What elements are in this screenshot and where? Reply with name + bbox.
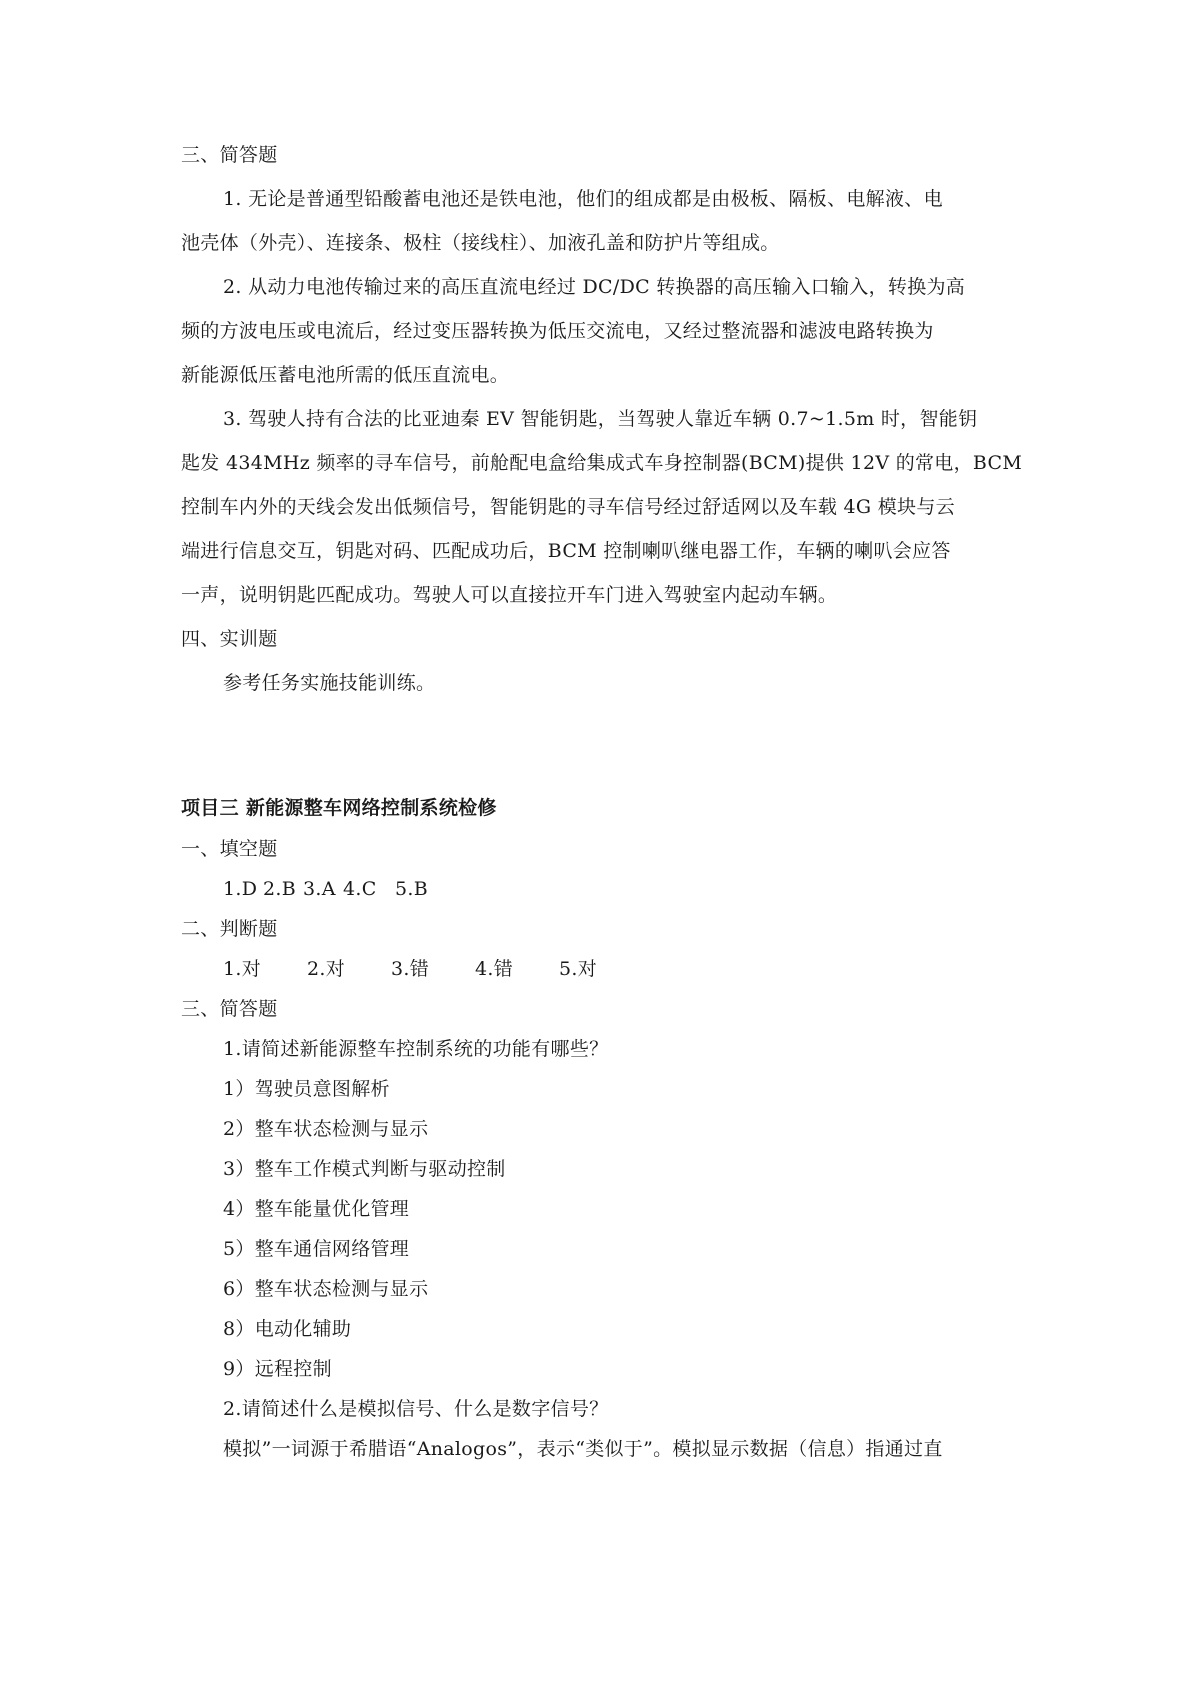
- answer-item: 2.对: [307, 958, 346, 980]
- answer-item: 4.错: [475, 958, 514, 980]
- answer-item: 3.A: [303, 878, 336, 900]
- training-text: 参考任务实施技能训练。: [223, 672, 436, 694]
- section-heading-short-answer: 三、简答题: [181, 144, 278, 166]
- answer-item: 5.B: [395, 878, 428, 900]
- list-item: 4）整车能量优化管理: [223, 1198, 410, 1220]
- answer-paragraph: 频的方波电压或电流后，经过变压器转换为低压交流电，又经过整流器和滤波电路转换为: [181, 320, 934, 342]
- list-item: 3）整车工作模式判断与驱动控制: [223, 1158, 506, 1180]
- section-heading-judge: 二、判断题: [181, 918, 278, 940]
- question-text: 1.请简述新能源整车控制系统的功能有哪些？: [223, 1038, 609, 1060]
- section-heading-training: 四、实训题: [181, 628, 278, 650]
- answer-item: 5.对: [559, 958, 598, 980]
- answer-paragraph: 池壳体（外壳）、连接条、极柱（接线柱）、加液孔盖和防护片等组成。: [181, 232, 780, 254]
- list-item: 1）驾驶员意图解析: [223, 1078, 390, 1100]
- answer-paragraph: 新能源低压蓄电池所需的低压直流电。: [181, 364, 510, 386]
- project-title: 项目三 新能源整车网络控制系统检修: [181, 797, 497, 819]
- question-text: 2.请简述什么是模拟信号、什么是数字信号？: [223, 1398, 609, 1420]
- section-heading-fill: 一、填空题: [181, 838, 278, 860]
- answer-item: 1.D: [223, 878, 258, 900]
- answer-paragraph: 模拟”一词源于希腊语“Analogos”，表示“类似于”。模拟显示数据（信息）指通过直: [223, 1438, 943, 1460]
- answer-paragraph: 2. 从动力电池传输过来的高压直流电经过 DC/DC 转换器的高压输入口输入，转换为高: [223, 276, 966, 298]
- list-item: 5）整车通信网络管理: [223, 1238, 410, 1260]
- answer-paragraph: 控制车内外的天线会发出低频信号，智能钥匙的寻车信号经过舒适网以及车载 4G 模块与云: [181, 496, 955, 518]
- answer-item: 1.对: [223, 958, 262, 980]
- answer-item: 4.C: [343, 878, 377, 900]
- answer-paragraph: 一声，说明钥匙匹配成功。驾驶人可以直接拉开车门进入驾驶室内起动车辆。: [181, 584, 838, 606]
- answer-paragraph: 匙发 434MHz 频率的寻车信号，前舱配电盒给集成式车身控制器(BCM)提供 12V 的常电，BCM: [181, 452, 1023, 474]
- judge-answers: [223, 956, 597, 982]
- list-item: 9）远程控制: [223, 1358, 332, 1380]
- section-heading-short-answer-2: 三、简答题: [181, 998, 278, 1020]
- answer-item: 2.B: [263, 878, 296, 900]
- answer-item: 3.错: [391, 958, 430, 980]
- answer-paragraph: 端进行信息交互，钥匙对码、匹配成功后，BCM 控制喇叭继电器工作，车辆的喇叭会应答: [181, 540, 951, 562]
- list-item: 2）整车状态检测与显示: [223, 1118, 429, 1140]
- answer-paragraph: 3. 驾驶人持有合法的比亚迪秦 EV 智能钥匙，当驾驶人靠近车辆 0.7~1.5m 时，智能钥: [223, 408, 978, 430]
- list-item: 6）整车状态检测与显示: [223, 1278, 429, 1300]
- list-item: 8）电动化辅助: [223, 1318, 352, 1340]
- answer-paragraph: 1. 无论是普通型铅酸蓄电池还是铁电池，他们的组成都是由极板、隔板、电解液、电: [223, 188, 943, 210]
- fill-answers: [223, 876, 428, 902]
